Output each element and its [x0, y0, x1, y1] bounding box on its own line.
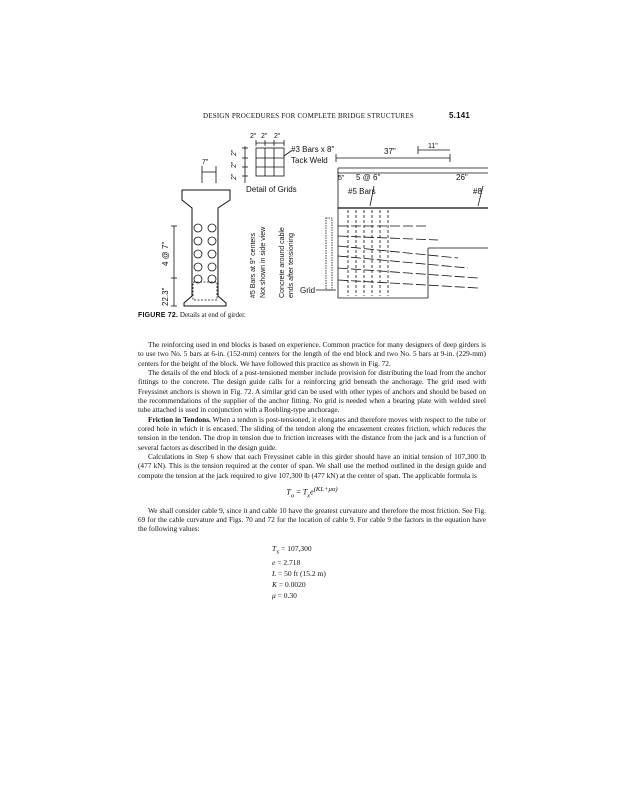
running-title: DESIGN PROCEDURES FOR COMPLETE BRIDGE STRUCTURES	[203, 112, 414, 120]
girder-end-details-svg	[138, 128, 488, 308]
paragraph-cable-9: We shall consider cable 9, since it and cable 10 have the greatest curvature and therefore the most friction. See Fig. 69 for the cable curvature and Figs. 70 and 72 for the location of cable 9. For cable 9 the factors in the equation have the following values:	[138, 505, 486, 534]
dim-5-at-6: 5 @ 6"	[356, 173, 381, 182]
value-text: = 2.718	[277, 558, 301, 568]
dim-22-3: 22.3"	[161, 287, 170, 306]
value-symbol: e	[272, 558, 276, 568]
value-row	[272, 580, 486, 591]
dim-top-1: 2"	[250, 133, 257, 140]
paragraph-end-block-reinforcing: The reinforcing used in end blocks is based on experience. Common practice for many designers of deep girders is to use two No. 5 bars at 6-in. (152-mm) centers for the length of the end block and two No. 5 bars at 9-in. (229-mm) centers for the height of the block. We have followed this practice as shown in Fig. 72.	[138, 340, 486, 368]
formula-exponent: (KL+μα)	[313, 486, 338, 494]
value-text: = 0.0020	[278, 580, 306, 589]
paragraph-friction	[138, 415, 486, 452]
formula-rhs: T	[302, 487, 308, 497]
formula-lhs-sub: o	[290, 492, 295, 500]
dim-4-at-7: 4 @ 7"	[161, 241, 170, 266]
label-detail-of-grids: Detail of Grids	[246, 185, 297, 194]
caption-text: Details at end of girder.	[179, 311, 246, 319]
value-text: = 107,300	[281, 543, 312, 553]
dim-side-1: 2"	[231, 149, 238, 156]
value-text: = 0.30	[277, 590, 297, 600]
factor-values	[272, 544, 486, 602]
label-grid: Grid	[300, 286, 316, 295]
anchor-cones	[194, 224, 216, 283]
dim-37: 37"	[384, 147, 396, 156]
dim-11: 11"	[428, 143, 438, 150]
value-row	[272, 569, 486, 580]
label-bars-3: #3 Bars x 8"	[291, 145, 335, 154]
label-bars-9-centers: #5 Bars at 9" centers	[250, 232, 257, 298]
caption-label: FIGURE 72.	[138, 312, 179, 319]
value-row	[272, 558, 486, 569]
label-bar-8: #8	[473, 187, 482, 196]
paragraph-anchor-grid: The details of the end block of a post-tensioned member include provision for distributing the load from the anchor fittings to the concrete. The design guide calls for a reinforcing grid beneath the anchorage. The grid used with Freyssinet anchors is shown in Fig. 72. A similar grid can be used with other types of anchors and should be based on the recommendations of the supplier of the anchor fitting. No grid is needed when a bearing plate with welded steel tube attached is used in conjunction with a Roebling-type anchorage.	[138, 368, 486, 415]
value-symbol: L	[272, 569, 277, 579]
paragraph-friction-text: When a tendon is post-tensioned, it elongates and therefore moves with respect to the tube or cored hole in which it is encased. The sliding of the tendon along the encasement creates friction, which reduces the tension in the tendon. The drop in tension due to friction increases with the distance from the jack and is a function of several factors as described in the design guide.	[138, 414, 486, 452]
friction-formula	[138, 485, 486, 501]
formula-base: e	[310, 487, 314, 497]
label-ends-after: ends after tensioning	[288, 233, 295, 298]
body-text	[138, 340, 486, 602]
value-row	[272, 544, 486, 558]
value-row	[272, 591, 486, 602]
dim-top-2: 2"	[261, 133, 268, 140]
dim-side-3: 2"	[231, 173, 238, 180]
figure-caption	[138, 311, 246, 319]
label-not-shown: Not shown in side view	[260, 226, 267, 298]
dim-top-3: 2"	[274, 133, 281, 140]
dim-side-2: 2"	[231, 161, 238, 168]
page-number: 5.141	[449, 111, 471, 120]
value-symbol: K	[272, 580, 278, 589]
label-concrete-around: Concrete around cable	[279, 227, 286, 298]
dim-5: 5"	[338, 175, 345, 182]
paragraph-calculations: Calculations in Step 6 show that each Freyssinet cable in this girder should have an initial tension of 107,300 lb (477 kN). This is the tension required at the center of span. We shall use the method outlined in the design guide and compute the tension at the jack required to give 107,300 lb (477 kN) at the center of span. The applicable formula is	[138, 452, 486, 480]
formula-equals: =	[294, 487, 303, 497]
value-subscript: x	[276, 548, 280, 556]
label-tack-weld: Tack Weld	[291, 156, 328, 165]
formula-lhs: T	[286, 487, 291, 497]
section-runin-friction: Friction in Tendons.	[148, 414, 211, 424]
dim-26: 26"	[456, 173, 468, 182]
label-bars-5: #5 Bars	[348, 187, 376, 196]
value-text: = 50 ft (15.2 m)	[278, 569, 326, 579]
value-symbol: μ	[272, 590, 276, 600]
dim-seven: 7"	[202, 159, 209, 166]
value-symbol: T	[272, 543, 277, 553]
figure-72-drawing	[138, 128, 488, 308]
formula-rhs-sub: x	[307, 492, 311, 500]
